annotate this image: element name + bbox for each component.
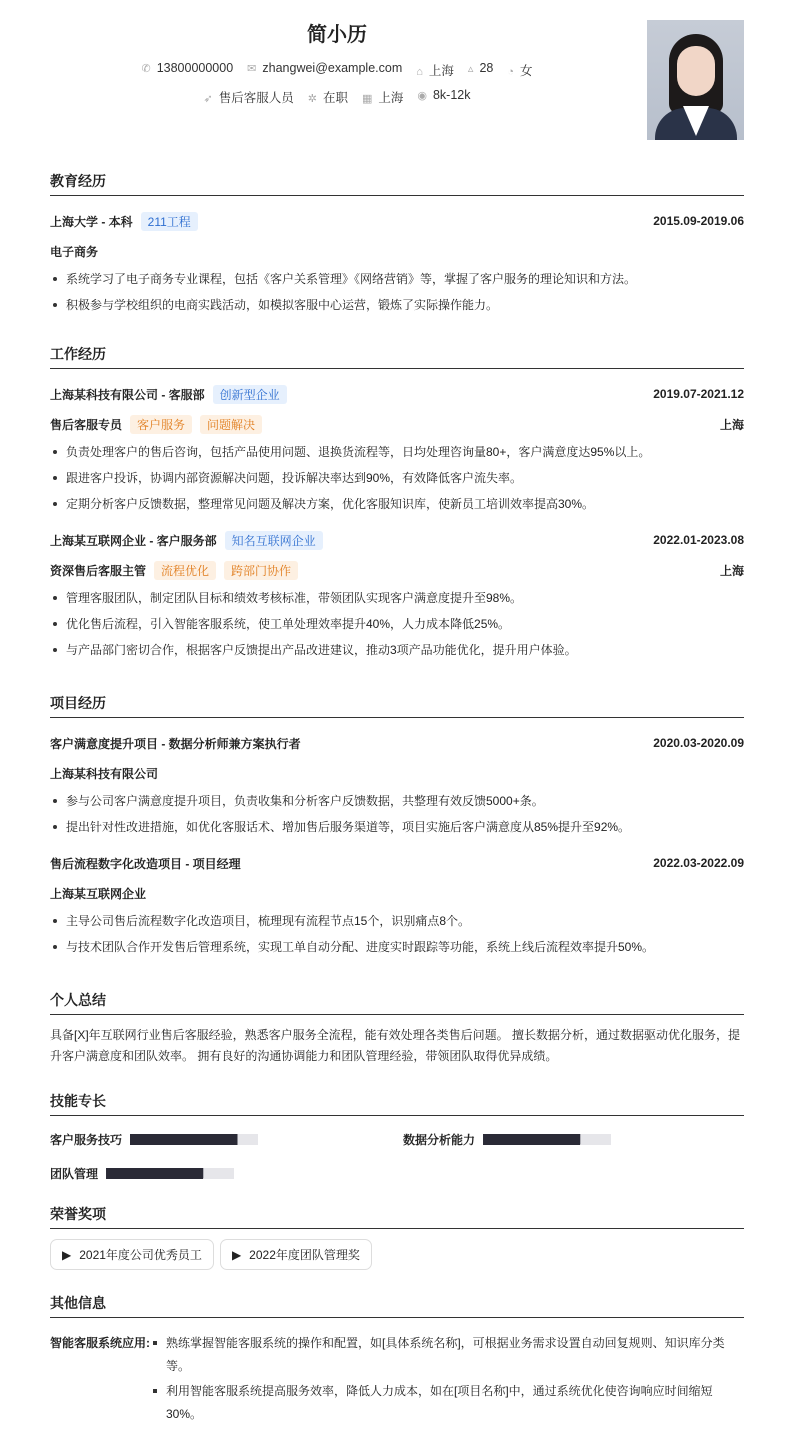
bullet: 定期分析客户反馈数据，整理常见问题及解决方案，优化客服知识库，使新员工培训效率提高30%。 (50, 491, 744, 517)
date: 2019.07-2021.12 (653, 387, 744, 401)
skill-bar-fill (130, 1134, 238, 1145)
project-item (50, 848, 744, 960)
bullet: 优化售后流程，引入智能客服系统，使工单处理效率提升40%，人力成本降低25%。 (50, 611, 744, 637)
skill-bar (130, 1134, 258, 1145)
section-title: 其他信息 (50, 1293, 744, 1318)
org: 上海某科技有限公司 (50, 766, 159, 781)
company: 上海某互联网企业 - 客户服务部 (50, 533, 217, 548)
project-item (50, 728, 744, 840)
bullet: 熟练掌握智能客服系统的操作和配置，如[具体系统名称]，可根据业务需求设置自动回复规则、知识库分类等。 (150, 1332, 744, 1378)
award-item (50, 1239, 214, 1270)
section-title: 技能专长 (50, 1091, 744, 1116)
salary: 8k-12k (432, 88, 471, 102)
building-icon: ▦ (361, 93, 373, 105)
mail-icon: ✉ (247, 63, 257, 75)
skill-bar-fill (106, 1168, 203, 1179)
award-item (220, 1239, 372, 1270)
major: 电子商务 (50, 244, 99, 259)
summary-section (50, 990, 744, 1067)
tag: 211工程 (141, 212, 198, 231)
bullet: 积极参与学校组织的电商实践活动，如模拟客服中心运营，锻炼了实际操作能力。 (50, 292, 744, 318)
summary-text: 具备[X]年互联网行业售后客服经验，熟悉客户服务全流程，能有效处理各类售后问题。 擅长数据分析，通过数据驱动优化服务，提升客户满意度和团队效率。 拥有良好的沟通协调能力和团队管理经验，带领团队取得优异成绩。 (50, 1028, 741, 1063)
candidate-name: 简小历 (307, 24, 367, 46)
triangle-icon: ▶ (231, 1247, 242, 1262)
tag: 客户服务 (130, 415, 192, 434)
section-title: 工作经历 (50, 344, 744, 369)
role: 资深售后客服主管 (50, 563, 147, 578)
skill-name: 团队管理 (50, 1167, 99, 1181)
bullet: 负责处理客户的售后咨询，包括产品使用问题、退换货流程等，日均处理咨询量80+，客户满意度达95%以上。 (50, 439, 744, 465)
bullet: 利用智能客服系统提高服务效率，降低人力成本，如在[项目名称]中，通过系统优化使咨询响应时间缩短30%。 (150, 1380, 744, 1426)
age: 28 (479, 61, 494, 75)
other-label: 智能客服系统应用: (50, 1336, 150, 1350)
section-title: 个人总结 (50, 990, 744, 1015)
section-title: 荣誉奖项 (50, 1204, 744, 1229)
profile-photo (647, 20, 744, 140)
tag: 流程优化 (154, 561, 216, 580)
tag: 创新型企业 (213, 385, 287, 404)
bullet: 提出针对性改进措施，如优化客服话术、增加售后服务渠道等，项目实施后客户满意度从85%提升至92%。 (50, 814, 744, 840)
send-icon: ➶ (203, 93, 213, 105)
city: 上海 (719, 417, 744, 432)
phone: 13800000000 (156, 61, 234, 75)
section-title: 教育经历 (50, 171, 744, 196)
skill-item (50, 1131, 258, 1148)
skill-bar (483, 1134, 611, 1145)
project-name: 售后流程数字化改造项目 - 项目经理 (50, 856, 241, 871)
project-name: 客户满意度提升项目 - 数据分析师兼方案执行者 (50, 736, 301, 751)
triangle-icon: ▶ (62, 1247, 72, 1262)
skill-bar (106, 1168, 234, 1179)
education-section (50, 171, 744, 318)
phone-icon: ✆ (141, 63, 151, 75)
work-item (50, 379, 744, 517)
bullet: 管理客服团队，制定团队目标和绩效考核标准，带领团队实现客户满意度提升至98%。 (50, 585, 744, 611)
role: 售后客服专员 (50, 417, 123, 432)
bullet: 与技术团队合作开发售后管理系统，实现工单自动分配、进度实时跟踪等功能，系统上线后流程效率提升50%。 (50, 934, 744, 960)
award-label: 2021年度公司优秀员工 (79, 1248, 202, 1262)
awards-section (50, 1204, 744, 1270)
section-title: 项目经历 (50, 693, 744, 718)
position: 售后客服人员 (218, 91, 294, 105)
salary-icon: ◉ (417, 90, 427, 102)
bullet: 系统学习了电子商务专业课程，包括《客户关系管理》《网络营销》等，掌握了客户服务的理论知识和方法。 (50, 266, 744, 292)
city: 上海 (428, 64, 454, 78)
work-item (50, 525, 744, 663)
target-city: 上海 (378, 91, 404, 105)
tag: 知名互联网企业 (225, 531, 323, 550)
work-section (50, 344, 744, 663)
date: 2020.03-2020.09 (653, 736, 744, 750)
age-icon: ▵ (467, 63, 474, 75)
bullet: 与产品部门密切合作，根据客户反馈提出产品改进建议，推动3项产品功能优化，提升用户体验。 (50, 637, 744, 663)
job-intent-row (0, 88, 674, 106)
org: 上海某互联网企业 (50, 886, 147, 901)
other-section (50, 1293, 744, 1428)
email: zhangwei@example.com (262, 61, 403, 75)
tag: 跨部门协作 (224, 561, 298, 580)
home-icon: ⌂ (416, 66, 423, 78)
bullet: 主导公司售后流程数字化改造项目，梳理现有流程节点15个，识别痛点8个。 (50, 908, 744, 934)
bullet: 参与公司客户满意度提升项目，负责收集和分析客户反馈数据，共整理有效反馈5000+条。 (50, 788, 744, 814)
skill-item (50, 1165, 234, 1182)
skills-section (50, 1091, 744, 1191)
status: 在职 (322, 91, 348, 105)
skill-name: 客户服务技巧 (50, 1133, 123, 1147)
skill-item (403, 1131, 611, 1148)
school: 上海大学 - 本科 (50, 214, 133, 229)
award-label: 2022年度团队管理奖 (249, 1248, 360, 1262)
skill-name: 数据分析能力 (403, 1133, 476, 1147)
city: 上海 (719, 563, 744, 578)
skill-bar-fill (483, 1134, 580, 1145)
date: 2022.01-2023.08 (653, 533, 744, 547)
gender-icon: ◔ (507, 66, 514, 78)
bullet: 跟进客户投诉，协调内部资源解决问题，投诉解决率达到90%，有效降低客户流失率。 (50, 465, 744, 491)
date: 2022.03-2022.09 (653, 856, 744, 870)
contact-row (0, 61, 674, 79)
tag: 问题解决 (200, 415, 262, 434)
date: 2015.09-2019.06 (653, 214, 744, 228)
company: 上海某科技有限公司 - 客服部 (50, 387, 205, 402)
project-section (50, 693, 744, 960)
status-icon: ✲ (307, 93, 317, 105)
gender: 女 (520, 64, 533, 78)
